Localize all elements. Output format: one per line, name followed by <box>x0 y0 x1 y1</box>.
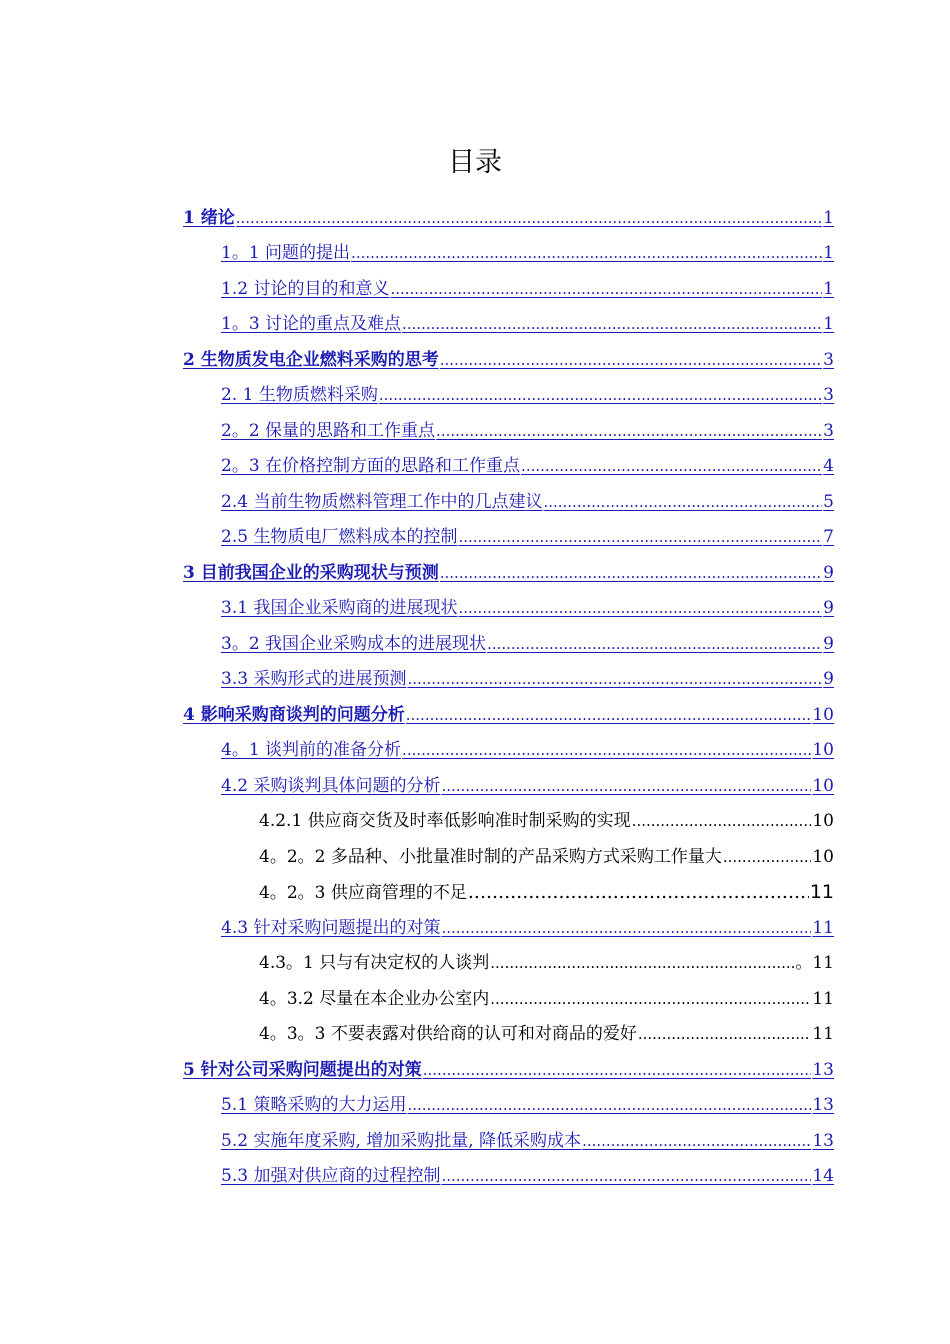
toc-leader-dots <box>723 842 812 872</box>
toc-leader-dots <box>407 1090 811 1120</box>
toc-page-number: 4 <box>823 456 834 476</box>
toc-entry-4-2[interactable] <box>221 771 834 801</box>
toc-leader-dots <box>638 1019 812 1049</box>
toc-page-number: 14 <box>812 1166 834 1186</box>
toc-entry-text: 2.4 当前生物质燃料管理工作中的几点建议 <box>221 492 543 512</box>
toc-entry-2[interactable] <box>183 345 834 375</box>
toc-entry-text: 2。2 保量的思路和工作重点 <box>221 421 436 441</box>
toc-page-number: 9 <box>823 669 834 689</box>
toc-leader-dots <box>441 771 811 801</box>
toc-entry-3-2[interactable] <box>221 629 834 659</box>
toc-entry-text: 2。3 在价格控制方面的思路和工作重点 <box>221 456 521 476</box>
toc-page-number: 13 <box>812 1060 834 1080</box>
toc-leader-dots <box>458 593 822 623</box>
toc-entry-text: 4.3。1 只与有决定权的人谈判 <box>259 953 490 973</box>
toc-entry-text: 3 目前我国企业的采购现状与预测 <box>183 563 439 583</box>
toc-page-number: 10 <box>812 776 834 796</box>
toc-page-number: 10 <box>812 847 834 867</box>
toc-entry-text: 4。2。2 多品种、小批量准时制的产品采购方式采购工作量大 <box>259 847 722 867</box>
toc-page-number: 3 <box>823 421 834 441</box>
toc-entry-text: 2.5 生物质电厂燃料成本的控制 <box>221 527 458 547</box>
toc-page-number: 11 <box>812 989 834 1009</box>
toc-leader-dots <box>458 522 822 552</box>
toc-entry-5-2[interactable] <box>221 1126 834 1156</box>
toc-leader-dots <box>407 664 822 694</box>
toc-page-number: 1 <box>823 279 834 299</box>
toc-entry-4-2-3 <box>259 877 834 907</box>
toc-entry-2-4[interactable] <box>221 487 834 517</box>
toc-entry-4-3-3 <box>259 1019 834 1049</box>
toc-leader-dots <box>441 1161 811 1191</box>
toc-entry-3[interactable] <box>183 558 834 588</box>
toc-page-number: 9 <box>823 563 834 583</box>
toc-entry-4-1[interactable] <box>221 735 834 765</box>
toc-entry-text: 3。2 我国企业采购成本的进展现状 <box>221 634 487 654</box>
toc-page-number: 10 <box>812 811 834 831</box>
toc-entry-text: 1。1 问题的提出 <box>221 243 351 263</box>
toc-leader-dots <box>402 309 822 339</box>
toc-entry-2-5[interactable] <box>221 522 834 552</box>
toc-entry-1-1[interactable] <box>221 238 834 268</box>
toc-leader-dots <box>390 274 822 304</box>
toc-entry-text: 4 影响采购商谈判的问题分析 <box>183 705 405 725</box>
toc-page-number: 11 <box>812 918 834 938</box>
toc-entry-text: 1。3 讨论的重点及难点 <box>221 314 402 334</box>
toc-leader-dots <box>423 1055 812 1085</box>
toc-entry-text: 3.1 我国企业采购商的进展现状 <box>221 598 458 618</box>
toc-leader-dots <box>441 913 811 943</box>
toc-page-number: 9 <box>823 598 834 618</box>
toc-page-number: 13 <box>812 1095 834 1115</box>
toc-entry-4[interactable] <box>183 700 834 730</box>
toc-page-number: 9 <box>823 634 834 654</box>
toc-entry-3-3[interactable] <box>221 664 834 694</box>
toc-leader-dots <box>543 487 822 517</box>
toc-entry-1-2[interactable] <box>221 274 834 304</box>
toc-entry-2-2[interactable] <box>221 416 834 446</box>
toc-entry-1-3[interactable] <box>221 309 834 339</box>
toc-page-number: 10 <box>812 705 834 725</box>
toc-entry-text: 4。3.2 尽量在本企业办公室内 <box>259 989 490 1009</box>
toc-entry-text: 1 绪论 <box>183 208 235 228</box>
toc-page-number: 13 <box>812 1131 834 1151</box>
toc-entry-4-3[interactable] <box>221 913 834 943</box>
page-title: 目录 <box>448 147 502 178</box>
toc-entry-1[interactable] <box>183 203 834 233</box>
toc-entry-text: 4.2.1 供应商交货及时率低影响准时制采购的实现 <box>259 811 631 831</box>
toc-leader-dots <box>468 877 809 907</box>
toc-page-number: 1 <box>823 243 834 263</box>
toc-leader-dots <box>521 451 822 481</box>
toc-entry-5[interactable] <box>183 1055 834 1085</box>
toc-entry-text: 2 生物质发电企业燃料采购的思考 <box>183 350 439 370</box>
toc-leader-dots <box>379 380 822 410</box>
toc-entry-4-3-2 <box>259 984 834 1014</box>
toc-entry-text: 5 针对公司采购问题提出的对策 <box>183 1060 422 1080</box>
toc-entry-text: 3.3 采购形式的进展预测 <box>221 669 407 689</box>
toc-leader-dots <box>236 203 822 233</box>
toc-leader-dots <box>487 629 822 659</box>
toc-page-number: 11 <box>809 881 834 903</box>
toc-entry-text: 2. 1 生物质燃料采购 <box>221 385 378 405</box>
toc-entry-text: 4。2。3 供应商管理的不足 <box>259 883 467 903</box>
toc-entry-3-1[interactable] <box>221 593 834 623</box>
toc-entry-5-1[interactable] <box>221 1090 834 1120</box>
toc-entry-text: 4.3 针对采购问题提出的对策 <box>221 918 441 938</box>
toc-entry-text: 5.1 策略采购的大力运用 <box>221 1095 407 1115</box>
toc-entry-text: 1.2 讨论的目的和意义 <box>221 279 390 299</box>
toc-entry-2-1[interactable] <box>221 380 834 410</box>
toc-entry-4-2-1 <box>259 806 834 836</box>
toc-leader-dots <box>440 345 822 375</box>
toc-page-number: 3 <box>823 385 834 405</box>
toc-leader-dots <box>582 1126 811 1156</box>
toc-leader-dots <box>402 735 811 765</box>
toc-entry-text: 5.3 加强对供应商的过程控制 <box>221 1166 441 1186</box>
toc-leader-dots <box>490 948 794 978</box>
toc-leader-dots <box>436 416 822 446</box>
toc-entry-text: 4。1 谈判前的准备分析 <box>221 740 402 760</box>
toc-entry-text: 5.2 实施年度采购, 增加采购批量, 降低采购成本 <box>221 1131 582 1151</box>
toc-leader-dots <box>490 984 811 1014</box>
toc-leader-dots <box>406 700 812 730</box>
toc-entry-text: 4。3。3 不要表露对供给商的认可和对商品的爱好 <box>259 1024 637 1044</box>
toc-leader-dots <box>351 238 822 268</box>
toc-page-number: 10 <box>812 740 834 760</box>
toc-page-number: 7 <box>823 527 834 547</box>
toc-page-number: 1 <box>823 314 834 334</box>
toc-page-number: 5 <box>823 492 834 512</box>
toc-entry-4-3-1 <box>259 948 834 978</box>
toc-leader-dots <box>440 558 822 588</box>
toc-entry-2-3[interactable] <box>221 451 834 481</box>
toc-page-number: 3 <box>823 350 834 370</box>
toc-page-number: 。11 <box>795 953 834 973</box>
toc-page-number: 11 <box>812 1024 834 1044</box>
toc-entry-5-3[interactable] <box>221 1161 834 1191</box>
toc-entry-4-2-2 <box>259 842 834 872</box>
toc-page-number: 1 <box>823 208 834 228</box>
toc-entry-text: 4.2 采购谈判具体问题的分析 <box>221 776 441 796</box>
toc-leader-dots <box>632 806 812 836</box>
